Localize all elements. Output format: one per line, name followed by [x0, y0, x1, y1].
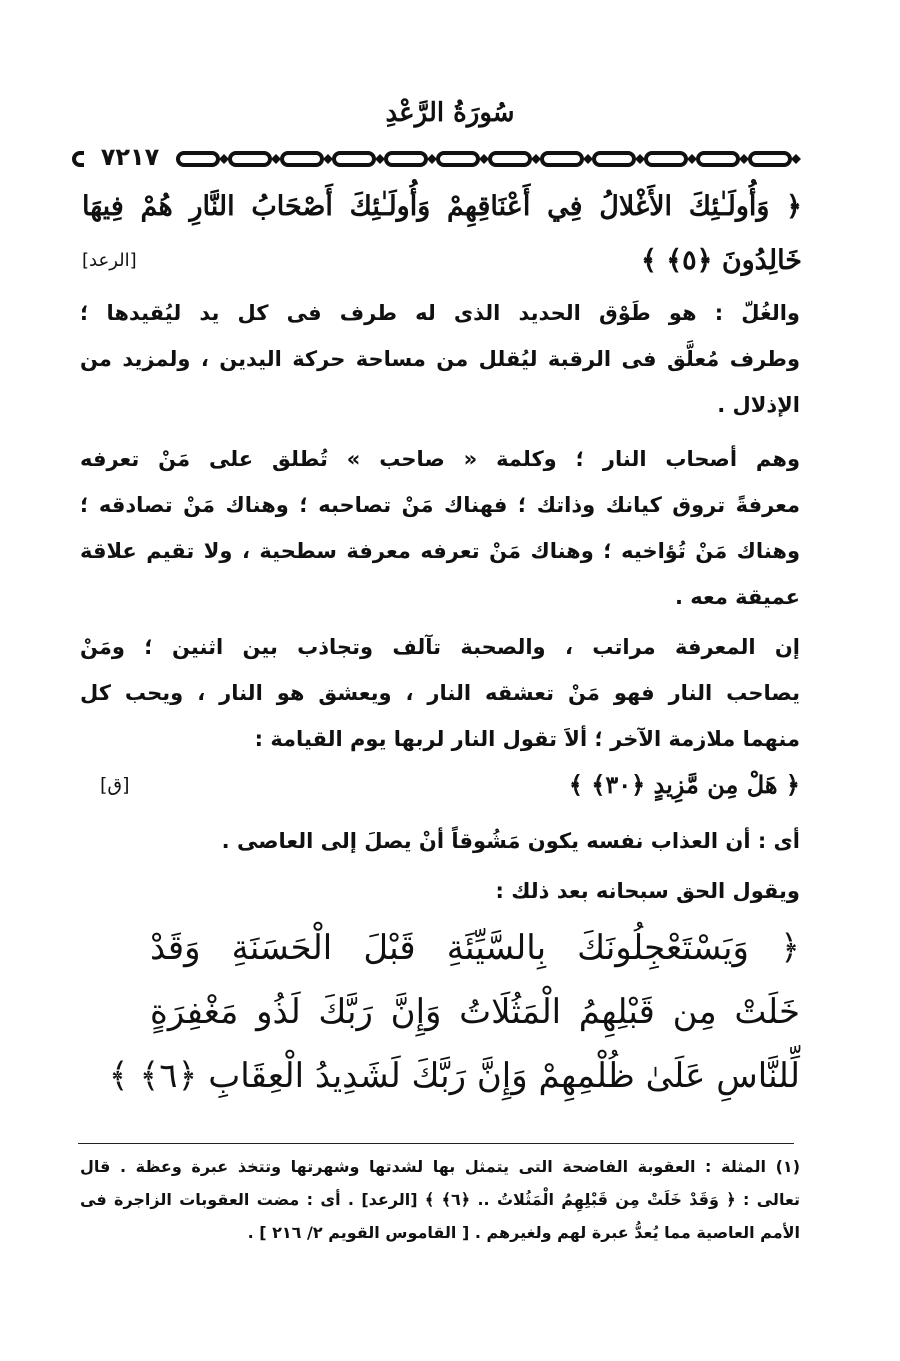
- paragraph-line: إن المعرفة مراتب ، والصحبة تآلف وتجاذب بين اثنين ؛ ومَنْ: [80, 635, 800, 659]
- verse-al-rad-6: [108, 916, 800, 1108]
- chain-link: [594, 153, 634, 165]
- chain-link: [490, 153, 530, 165]
- chain-diamond: [479, 154, 489, 164]
- verse-line-text: خَالِدُونَ ﴿٥﴾ ﴾: [641, 245, 802, 276]
- paragraph-line: معرفةً تروق كيانك وذاتك ؛ فهناك مَنْ تصاحبه ؛ وهناك مَنْ تصادقه ؛: [80, 493, 800, 517]
- page-number: ٧٢١٧: [84, 142, 176, 172]
- chain-link: [230, 153, 270, 165]
- chain-link: [386, 153, 426, 165]
- verse-text: ﴿ هَلْ مِن مَّزِيدٍ ﴿٣٠﴾ ﴾: [568, 770, 800, 799]
- verse-line: خَلَتْ مِن قَبْلِهِمُ الْمَثُلَاتُ وَإِنَّ رَبَّكَ لَذُو مَغْفِرَةٍ: [150, 992, 800, 1032]
- paragraph-line: يصاحب النار فهو مَنْ تعشقه النار ، ويعشق هو النار ، ويحب كل: [80, 681, 800, 705]
- surah-title: سُورَةُ الرَّعْدِ: [385, 98, 515, 128]
- chain-diamond: [323, 154, 333, 164]
- paragraph-line: وهناك مَنْ تُؤاخيه ؛ وهناك مَنْ تعرفه معرفة سطحية ، ولا تقيم علاقة: [80, 539, 800, 563]
- paragraph-line: والغُلّ : هو طَوْق الحديد الذى له طرف فى كل يد ليُقيدها ؛: [80, 301, 800, 325]
- paragraph-intro: [80, 868, 800, 914]
- paragraph-line: الإذلال .: [717, 393, 800, 417]
- chain-diamond: [531, 154, 541, 164]
- chain-diamond: [791, 154, 801, 164]
- chain-link: [178, 153, 218, 165]
- chain-diamond: [687, 154, 697, 164]
- paragraph-line: وطرف مُعلَّق فى الرقبة ليُقلل من مساحة حركة اليدين ، ولمزيد من: [80, 347, 800, 371]
- chain-link: [438, 153, 478, 165]
- chain-diamond: [635, 154, 645, 164]
- paragraph-knowledge: [80, 624, 800, 762]
- footnote-line: الأمم العاصية مما يُعدُّ عبرة لهم ولغيرهم . [ القاموس القويم ٢/ ٢١٦ ] .: [247, 1223, 800, 1242]
- verse-al-rad-5: [82, 180, 802, 288]
- footnote-line: تعالى : ﴿ وَقَدْ خَلَتْ مِن قَبْلِهِمُ الْمَثُلاتُ .. ﴿٦﴾ ﴾ [الرعد] . أى : مضت العقوبات الزاجرة فى: [80, 1190, 800, 1209]
- chain-link: [542, 153, 582, 165]
- verse-line: ﴿ وَيَسْتَعْجِلُونَكَ بِالسَّيِّئَةِ قَبْلَ الْحَسَنَةِ وَقَدْ: [150, 928, 800, 968]
- chain-diamond: [271, 154, 281, 164]
- paragraph-companions: [80, 436, 800, 620]
- paragraph-ghull: [80, 290, 800, 428]
- verse-qaf-30: [80, 760, 800, 810]
- paragraph-line: منهما ملازمة الآخر ؛ ألاَ تقول النار لربها يوم القيامة :: [254, 727, 800, 751]
- footnote-line: (١) المثلة : العقوبة الفاضحة التى يتمثل بها لشدتها وشهرتها وتتخذ عبرة وعظة . قال: [80, 1157, 800, 1176]
- verse-line: لِّلنَّاسِ عَلَىٰ ظُلْمِهِمْ وَإِنَّ رَبَّكَ لَشَدِيدُ الْعِقَابِ ﴿٦﴾ ﴾: [108, 1056, 800, 1096]
- chain-link: [646, 153, 686, 165]
- footnote-divider: [78, 1143, 794, 1144]
- verse-reference: [الرعد]: [82, 250, 137, 271]
- paragraph-line: ويقول الحق سبحانه بعد ذلك :: [495, 879, 800, 903]
- chain-link: [698, 153, 738, 165]
- chain-diamond: [583, 154, 593, 164]
- paragraph-line: وهم أصحاب النار ؛ وكلمة « صاحب » تُطلق على مَنْ تعرفه: [80, 447, 800, 471]
- chain-ornament-divider: [70, 144, 830, 174]
- chain-link: [750, 153, 790, 165]
- chain-diamond: [739, 154, 749, 164]
- chain-link: [334, 153, 374, 165]
- chain-diamond: [375, 154, 385, 164]
- paragraph-explanation: [80, 818, 800, 864]
- chain-diamond: [219, 154, 229, 164]
- paragraph-line: أى : أن العذاب نفسه يكون مَشُوقاً أنْ يصلَ إلى العاصى .: [221, 829, 800, 853]
- chain-diamond: [427, 154, 437, 164]
- chain-link: [282, 153, 322, 165]
- verse-line: [82, 234, 802, 288]
- footnote: [80, 1150, 800, 1249]
- verse-line: ﴿ وَأُولَـٰئِكَ الأَغْلالُ فِي أَعْنَاقِهِمْ وَأُولَـٰئِكَ أَصْحَابُ النَّارِ هُمْ فِيهَا: [82, 191, 802, 222]
- verse-reference: [ق]: [100, 774, 130, 796]
- paragraph-line: عميقة معه .: [674, 585, 800, 609]
